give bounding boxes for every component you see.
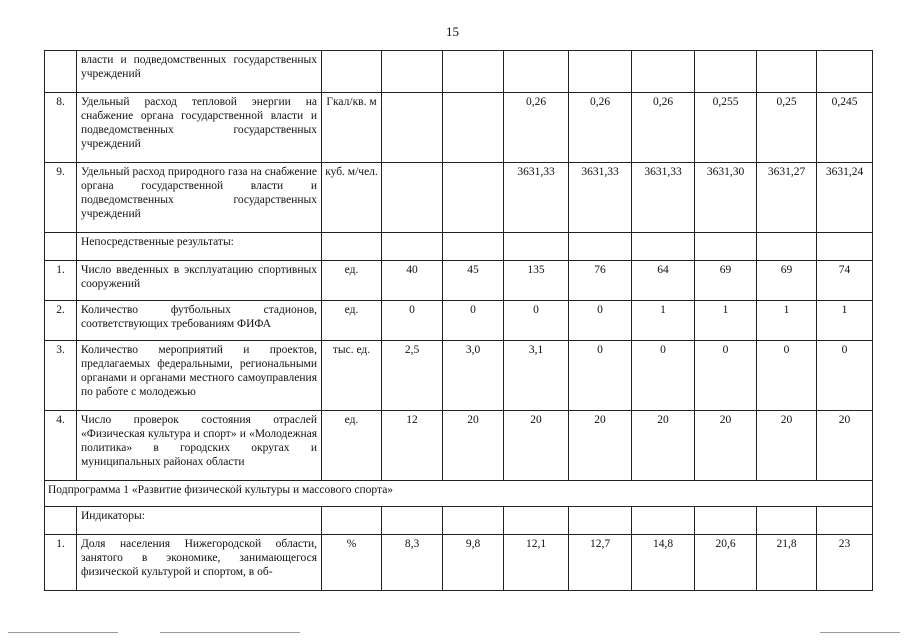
indicator-name: Доля населения Нижегородской области, занятого в экономике, занимающегося физической культурой и спортом, в об- xyxy=(77,535,322,591)
value-cell xyxy=(632,233,695,261)
value-cell: 21,8 xyxy=(757,535,817,591)
value-cell: 1 xyxy=(757,301,817,341)
value-cell xyxy=(504,507,569,535)
row-number: 3. xyxy=(45,341,77,411)
value-cell: 3,0 xyxy=(443,341,504,411)
value-cell: 3631,24 xyxy=(817,163,873,233)
value-cell xyxy=(817,233,873,261)
value-cell xyxy=(382,233,443,261)
value-cell: 3631,30 xyxy=(695,163,757,233)
unit-cell: Гкал/кв. м xyxy=(322,93,382,163)
value-cell: 1 xyxy=(632,301,695,341)
value-cell: 135 xyxy=(504,261,569,301)
row-number: 1. xyxy=(45,261,77,301)
footer-rule-mid xyxy=(160,632,300,633)
value-cell xyxy=(757,233,817,261)
value-cell: 76 xyxy=(569,261,632,301)
row-number: 2. xyxy=(45,301,77,341)
row-number xyxy=(45,507,77,535)
value-cell: 3631,27 xyxy=(757,163,817,233)
value-cell xyxy=(504,233,569,261)
value-cell xyxy=(382,163,443,233)
value-cell xyxy=(443,93,504,163)
indicator-name: Удельный расход тепловой энергии на снабжение органа государственной власти и подведомственных государственных учреждений xyxy=(77,93,322,163)
unit-cell: тыс. ед. xyxy=(322,341,382,411)
value-cell xyxy=(632,51,695,93)
value-cell xyxy=(695,507,757,535)
value-cell: 20 xyxy=(569,411,632,481)
indicator-name: Индикаторы: xyxy=(77,507,322,535)
value-cell: 23 xyxy=(817,535,873,591)
value-cell: 12,1 xyxy=(504,535,569,591)
unit-cell: ед. xyxy=(322,261,382,301)
footer-rule-left xyxy=(8,632,118,633)
value-cell xyxy=(569,233,632,261)
indicator-name: Число проверок состояния отраслей «Физическая культура и спорт» и «Молодежная политика» в городских округах и муниципальных районах области xyxy=(77,411,322,481)
value-cell: 64 xyxy=(632,261,695,301)
value-cell: 12 xyxy=(382,411,443,481)
value-cell: 0 xyxy=(504,301,569,341)
value-cell: 0 xyxy=(569,301,632,341)
value-cell: 12,7 xyxy=(569,535,632,591)
value-cell xyxy=(504,51,569,93)
unit-cell: ед. xyxy=(322,301,382,341)
table-row xyxy=(45,341,873,411)
value-cell: 45 xyxy=(443,261,504,301)
row-number: 1. xyxy=(45,535,77,591)
value-cell xyxy=(443,51,504,93)
table-row xyxy=(45,301,873,341)
section-row xyxy=(45,481,873,507)
unit-cell: % xyxy=(322,535,382,591)
value-cell xyxy=(757,51,817,93)
row-number xyxy=(45,233,77,261)
indicator-name: Количество футбольных стадионов, соответствующих требованиям ФИФА xyxy=(77,301,322,341)
section-title: Подпрограмма 1 «Развитие физической культуры и массового спорта» xyxy=(45,481,873,507)
value-cell: 0 xyxy=(817,341,873,411)
table-row xyxy=(45,411,873,481)
value-cell xyxy=(569,507,632,535)
value-cell xyxy=(443,163,504,233)
unit-cell xyxy=(322,233,382,261)
value-cell xyxy=(632,507,695,535)
value-cell: 0 xyxy=(757,341,817,411)
value-cell: 0,255 xyxy=(695,93,757,163)
value-cell: 3631,33 xyxy=(504,163,569,233)
value-cell: 1 xyxy=(817,301,873,341)
unit-cell: куб. м/чел. xyxy=(322,163,382,233)
value-cell: 0,25 xyxy=(757,93,817,163)
indicator-name: Удельный расход природного газа на снабжение органа государственной власти и подведомственных государственных учреждений xyxy=(77,163,322,233)
unit-cell: ед. xyxy=(322,411,382,481)
value-cell: 20 xyxy=(757,411,817,481)
value-cell xyxy=(382,51,443,93)
unit-cell xyxy=(322,51,382,93)
table-row xyxy=(45,93,873,163)
row-number: 9. xyxy=(45,163,77,233)
row-number: 4. xyxy=(45,411,77,481)
table-body xyxy=(45,51,873,591)
value-cell: 0 xyxy=(443,301,504,341)
value-cell: 0,245 xyxy=(817,93,873,163)
value-cell xyxy=(443,507,504,535)
value-cell: 3631,33 xyxy=(632,163,695,233)
value-cell: 20 xyxy=(695,411,757,481)
indicator-name: Число введенных в эксплуатацию спортивных сооружений xyxy=(77,261,322,301)
indicator-name: Непосредственные результаты: xyxy=(77,233,322,261)
value-cell: 40 xyxy=(382,261,443,301)
table-row xyxy=(45,163,873,233)
value-cell: 2,5 xyxy=(382,341,443,411)
unit-cell xyxy=(322,507,382,535)
value-cell: 3,1 xyxy=(504,341,569,411)
indicator-name: Количество мероприятий и проектов, предлагаемых федеральными, региональными органами и органами местного самоуправления по работе с молодежью xyxy=(77,341,322,411)
value-cell: 3631,33 xyxy=(569,163,632,233)
value-cell: 9,8 xyxy=(443,535,504,591)
value-cell: 8,3 xyxy=(382,535,443,591)
value-cell: 14,8 xyxy=(632,535,695,591)
value-cell xyxy=(382,507,443,535)
value-cell xyxy=(757,507,817,535)
row-number xyxy=(45,51,77,93)
value-cell: 0,26 xyxy=(569,93,632,163)
value-cell: 20 xyxy=(443,411,504,481)
value-cell: 0,26 xyxy=(632,93,695,163)
row-number: 8. xyxy=(45,93,77,163)
value-cell: 69 xyxy=(695,261,757,301)
value-cell xyxy=(382,93,443,163)
value-cell xyxy=(569,51,632,93)
value-cell: 1 xyxy=(695,301,757,341)
value-cell xyxy=(817,507,873,535)
indicators-table xyxy=(44,50,873,591)
value-cell: 0 xyxy=(382,301,443,341)
value-cell: 20 xyxy=(504,411,569,481)
table-row xyxy=(45,261,873,301)
value-cell: 20 xyxy=(817,411,873,481)
value-cell xyxy=(695,51,757,93)
value-cell: 0,26 xyxy=(504,93,569,163)
value-cell: 20,6 xyxy=(695,535,757,591)
value-cell: 0 xyxy=(695,341,757,411)
value-cell: 69 xyxy=(757,261,817,301)
value-cell xyxy=(817,51,873,93)
value-cell: 0 xyxy=(632,341,695,411)
value-cell: 74 xyxy=(817,261,873,301)
page-number: 15 xyxy=(446,24,459,39)
table-row xyxy=(45,535,873,591)
table-row xyxy=(45,233,873,261)
value-cell xyxy=(443,233,504,261)
table-row xyxy=(45,51,873,93)
value-cell xyxy=(695,233,757,261)
value-cell: 20 xyxy=(632,411,695,481)
table-row xyxy=(45,507,873,535)
indicator-name: власти и подведомственных государственных учреждений xyxy=(77,51,322,93)
value-cell: 0 xyxy=(569,341,632,411)
footer-rule-right xyxy=(820,632,900,633)
